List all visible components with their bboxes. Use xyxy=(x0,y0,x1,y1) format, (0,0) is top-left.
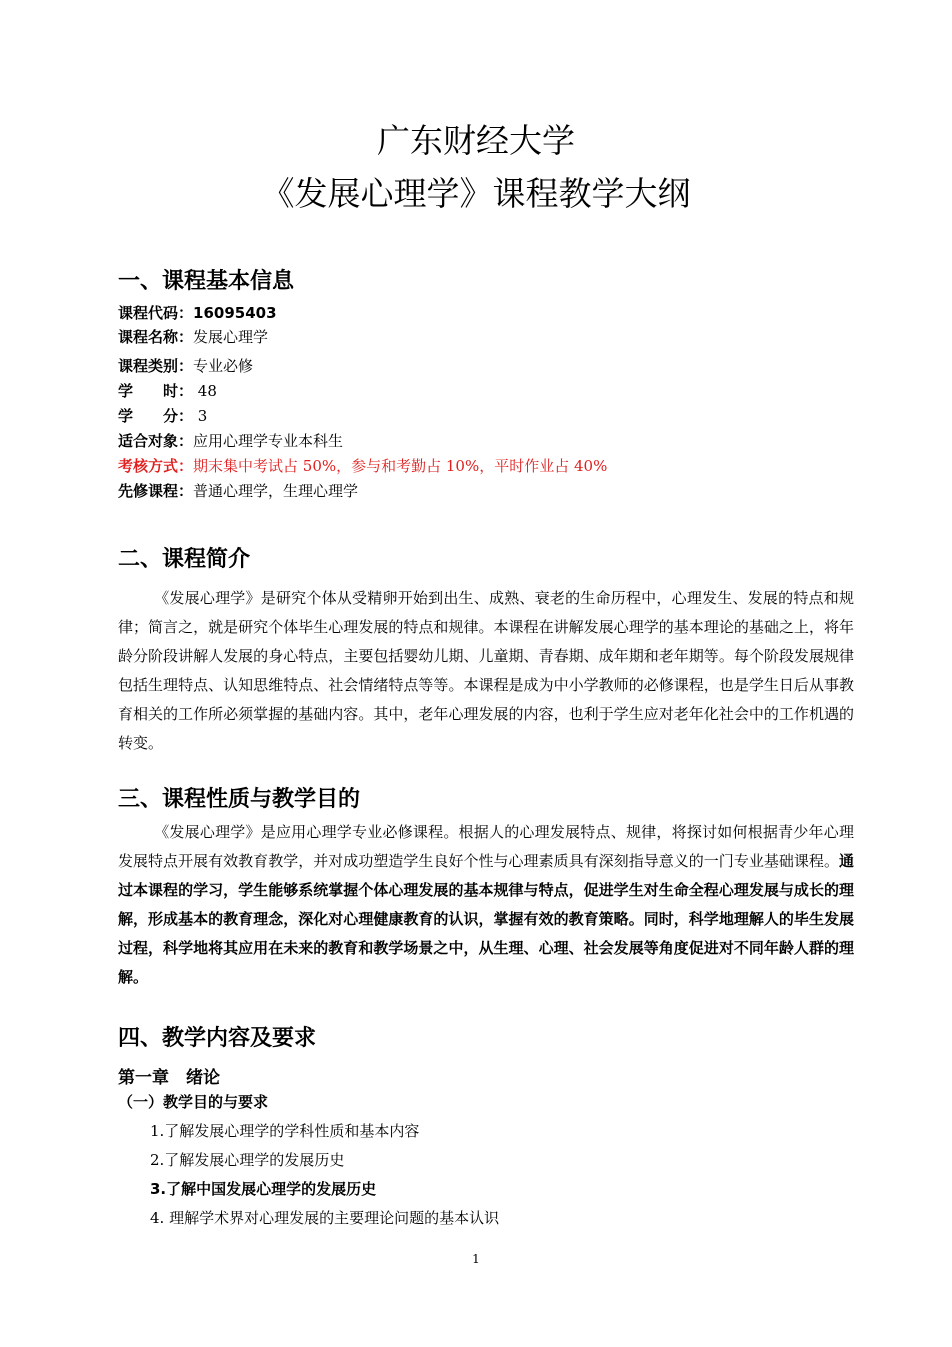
info-key: 课程名称： xyxy=(118,328,194,346)
info-value: 16095403 xyxy=(193,304,277,322)
info-key: 学 时： xyxy=(118,382,194,400)
section-3-heading: 三、课程性质与教学目的 xyxy=(118,787,361,812)
info-course-name xyxy=(118,327,268,347)
course-outline-title: 《发展心理学》课程教学大纲 xyxy=(261,174,691,213)
info-value: 48 xyxy=(193,382,217,400)
section-2-heading: 二、课程简介 xyxy=(118,547,251,572)
university-title: 广东财经大学 xyxy=(377,121,575,160)
course-nature-text: 《发展心理学》是应用心理学专业必修课程。根据人的心理发展特点、规律，将探讨如何根据青少年心理发展特点开展有效教育教学，并对成功塑造学生良好个性与心理素质具有深刻指导意义的一门专业基础课程。 xyxy=(118,823,854,870)
course-nature-paragraph xyxy=(118,818,854,992)
info-prerequisites xyxy=(118,481,358,501)
info-value: 专业必修 xyxy=(193,357,254,375)
info-value: 发展心理学 xyxy=(193,328,269,346)
info-key: 考核方式： xyxy=(118,457,194,475)
list-item: 3.了解中国发展心理学的发展历史 xyxy=(150,1180,377,1198)
list-item: 1.了解发展心理学的学科性质和基本内容 xyxy=(150,1122,420,1140)
page-number: 1 xyxy=(472,1252,480,1266)
info-value: 普通心理学，生理心理学 xyxy=(193,482,359,500)
info-course-category xyxy=(118,356,253,376)
info-key: 课程代码： xyxy=(118,304,194,322)
info-target-audience xyxy=(118,431,343,451)
info-value: 应用心理学专业本科生 xyxy=(193,432,344,450)
info-course-code xyxy=(118,303,277,323)
section-1-heading: 一、课程基本信息 xyxy=(118,269,295,294)
chapter-heading: 第一章 绪论 xyxy=(118,1068,220,1088)
info-assessment xyxy=(118,456,607,476)
info-key: 学 分： xyxy=(118,407,194,425)
list-item: 4. 理解学术界对心理发展的主要理论问题的基本认识 xyxy=(150,1209,500,1227)
course-objective-text: 通过本课程的学习，学生能够系统掌握个体心理发展的基本规律与特点，促进学生对生命全程心理发展与成长的理解，形成基本的教育理念，深化对心理健康教育的认识，掌握有效的教育策略。同时，科学地理解人的毕生发展过程，科学地将其应用在未来的教育和教学场景之中，从生理、心理、社会发展等角度促进对不同年龄人群的理解。 xyxy=(118,852,854,986)
info-value: 3 xyxy=(193,407,208,425)
subsection-heading: （一）教学目的与要求 xyxy=(118,1093,269,1111)
course-intro-paragraph xyxy=(118,584,854,758)
list-item: 2.了解发展心理学的发展历史 xyxy=(150,1151,345,1169)
info-key: 先修课程： xyxy=(118,482,194,500)
info-key: 适合对象： xyxy=(118,432,194,450)
info-value: 期末集中考试占 50%，参与和考勤占 10%，平时作业占 40% xyxy=(193,457,608,475)
info-key: 课程类别： xyxy=(118,357,194,375)
course-intro-text: 《发展心理学》是研究个体从受精卵开始到出生、成熟、衰老的生命历程中，心理发生、发展的特点和规律；简言之，就是研究个体毕生心理发展的特点和规律。本课程在讲解发展心理学的基本理论的基础之上，将年龄分阶段讲解人发展的身心特点，主要包括婴幼儿期、儿童期、青春期、成年期和老年期等。每个阶段发展规律包括生理特点、认知思维特点、社会情绪特点等等。本课程是成为中小学教师的必修课程，也是学生日后从事教育相关的工作所必须掌握的基础内容。其中，老年心理发展的内容，也利于学生应对老年化社会中的工作机遇的转变。 xyxy=(118,589,854,752)
info-credits xyxy=(118,406,207,426)
info-hours xyxy=(118,381,217,401)
section-4-heading: 四、教学内容及要求 xyxy=(118,1026,317,1051)
